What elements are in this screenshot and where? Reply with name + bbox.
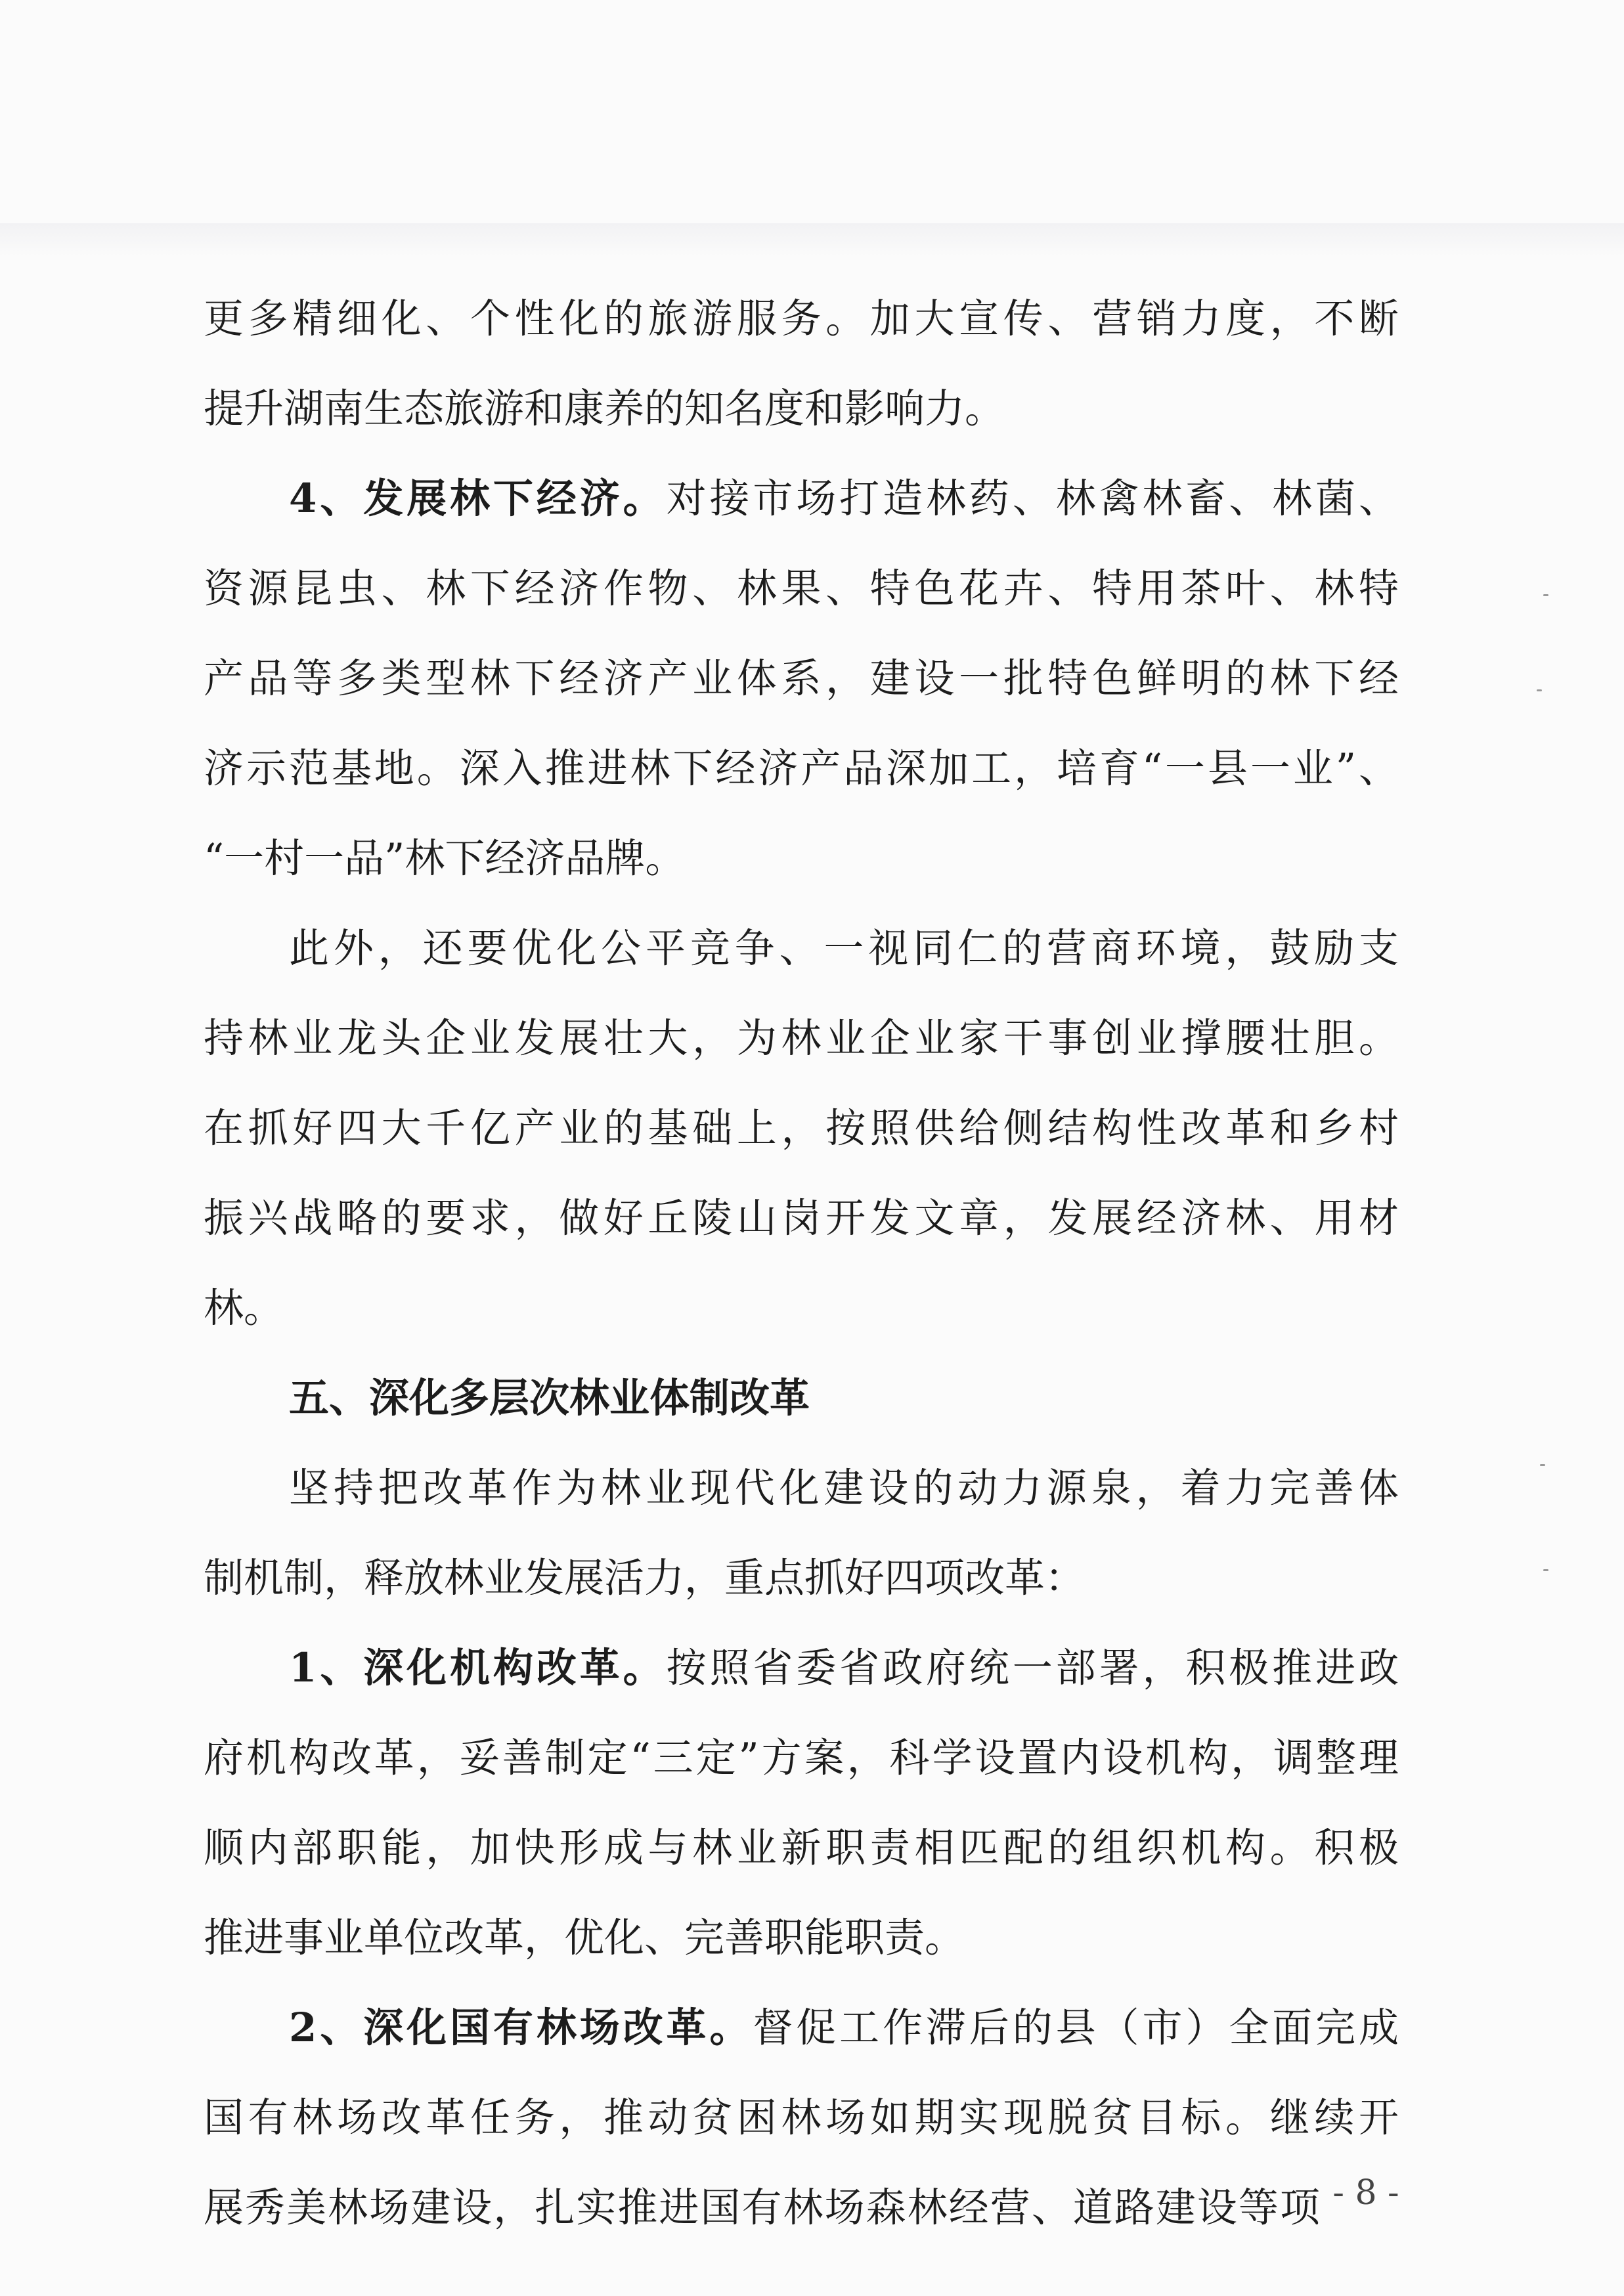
paragraph-line: 坚持把改革作为林业现代化建设的动力源泉，着力完善体 bbox=[289, 1465, 1399, 1511]
paragraph-line: 提升湖南生态旅游和康养的知名度和影响力。 bbox=[204, 385, 1005, 432]
paragraph-line: 振兴战略的要求，做好丘陵山岗开发文章，发展经济林、用材 bbox=[204, 1195, 1399, 1242]
paragraph-text: 对接市场打造林药、林禽林畜、林菌、 bbox=[666, 475, 1399, 522]
reform-1-first-line bbox=[289, 1623, 1399, 1713]
paragraph-line: 资源昆虫、林下经济作物、林果、特色花卉、特用茶叶、林特 bbox=[204, 565, 1399, 612]
paragraph-line: 在抓好四大千亿产业的基础上，按照供给侧结构性改革和乡村 bbox=[204, 1105, 1399, 1152]
paragraph-line: 济示范基地。深入推进林下经济产品深加工，培育“一县一业”、 bbox=[204, 745, 1399, 792]
paragraph-line: 府机构改革，妥善制定“三定”方案，科学设置内设机构，调整理 bbox=[204, 1735, 1399, 1781]
item-4-first-line bbox=[289, 454, 1399, 544]
scan-speck bbox=[1543, 1569, 1548, 1571]
paragraph-text: 督促工作滞后的县（市）全面完成 bbox=[753, 2004, 1399, 2051]
paragraph-line: 推进事业单位改革，优化、完善职能职责。 bbox=[204, 1915, 965, 1961]
paragraph-line: 产品等多类型林下经济产业体系，建设一批特色鲜明的林下经 bbox=[204, 655, 1399, 702]
paragraph-line: 制机制，释放林业发展活力，重点抓好四项改革： bbox=[204, 1555, 1086, 1601]
paragraph-line: 展秀美林场建设，扎实推进国有林场森林经营、道路建设等项 bbox=[204, 2184, 1320, 2231]
paragraph-line: 林。 bbox=[204, 1285, 284, 1332]
paragraph-line: 此外，还要优化公平竞争、一视同仁的营商环境，鼓励支 bbox=[289, 925, 1399, 972]
paragraph-line: 国有林场改革任务，推动贫困林场如期实现脱贫目标。继续开 bbox=[204, 2094, 1399, 2141]
scan-speck bbox=[1537, 689, 1542, 691]
section-heading: 五、深化多层次林业体制改革 bbox=[289, 1375, 810, 1421]
scan-speck bbox=[1540, 1464, 1545, 1466]
scan-speck bbox=[1543, 594, 1548, 596]
paragraph-line: 持林业龙头企业发展壮大，为林业企业家干事创业撑腰壮胆。 bbox=[204, 1015, 1399, 1062]
paragraph-line: 更多精细化、个性化的旅游服务。加大宣传、营销力度，不断 bbox=[204, 295, 1399, 342]
page-number: - 8 - bbox=[1332, 2173, 1399, 2213]
reform-2-first-line bbox=[289, 1983, 1399, 2073]
paragraph-line: 顺内部职能，加快形成与林业新职责相匹配的组织机构。积极 bbox=[204, 1825, 1399, 1871]
paragraph-line: “一村一品”林下经济品牌。 bbox=[204, 835, 686, 882]
item-4-heading: 4、发展林下经济。 bbox=[289, 475, 667, 522]
reform-1-heading: 1、深化机构改革。 bbox=[289, 1645, 667, 1691]
reform-2-heading: 2、深化国有林场改革。 bbox=[289, 2004, 753, 2051]
paragraph-text: 按照省委省政府统一部署，积极推进政 bbox=[666, 1645, 1399, 1691]
